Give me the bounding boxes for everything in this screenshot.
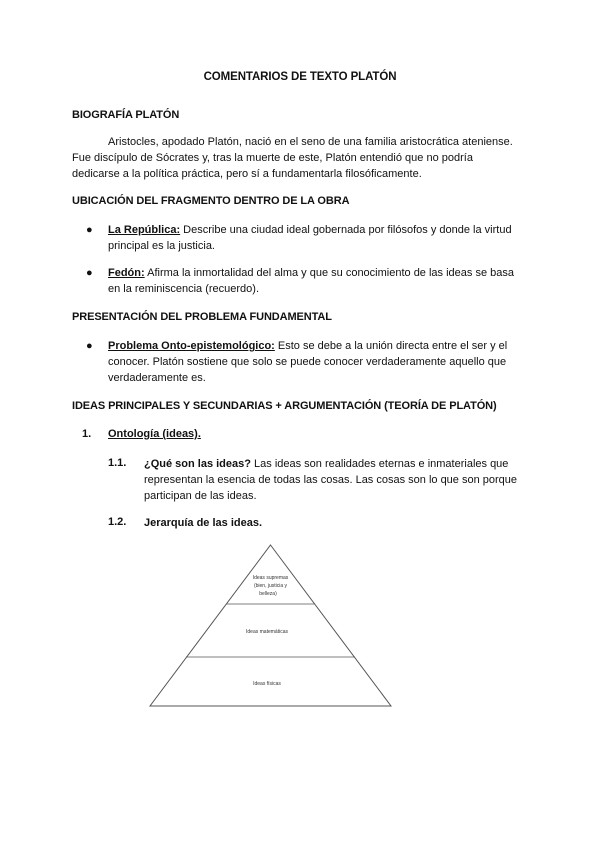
biography-paragraph [72,134,532,182]
problema-title: Problema Onto-epistemológico: [108,340,275,352]
subsection-1-1-body: Las ideas son realidades eternas e inmateriales que representan la esencia de todas las cosas. Las cosas son lo que son porque participan de las ideas. [144,458,518,502]
subsection-1-2-text [144,515,528,531]
pyramid-label-supreme-3: belleza) [259,591,277,597]
section-1-number: 1. [82,428,92,440]
fedon-title: Fedón: [108,267,145,279]
subsection-1-2-title: Jerarquía de las ideas. [144,517,263,529]
bullet-dot: ● [86,267,93,279]
location-heading: UBICACIÓN DEL FRAGMENTO DENTRO DE LA OBRA [72,195,350,207]
pyramid-label-mathematical: Ideas matemáticas [246,629,288,635]
subsection-1-1-title: ¿Qué son las ideas? [144,458,251,470]
bullet-dot: ● [86,340,93,352]
biography-heading: BIOGRAFÍA PLATÓN [72,109,180,121]
fedon-text: Afirma la inmortalidad del alma y que su conocimiento de las ideas se basa en la reminiscencia (recuerdo). [108,267,514,295]
pyramid-label-physical: Ideas físicas [253,681,281,687]
ideas-hierarchy-pyramid [148,543,393,708]
biography-line-2: Fue discípulo de Sócrates y, tras la muerte de este, Platón entendió que no podría [72,152,473,164]
document-title: COMENTARIOS DE TEXTO PLATÓN [203,71,397,83]
biography-line-1: Aristocles, apodado Platón, nació en el seno de una familia aristocrática ateniense. [108,136,513,148]
problema-text: Esto se debe a la unión directa entre el ser y el conocer. Platón sostiene que solo se puede conocer verdaderamente aquello que verdaderamente es. [108,340,508,384]
pyramid-label-supreme-2: (bien, justicia y [253,583,288,589]
biography-line-3: dedicarse a la política práctica, pero sí a fundamentarla filosóficamente. [72,168,422,180]
subsection-1-1-text [144,456,528,504]
subsection-1-2-number: 1.2. [108,516,127,528]
subsection-1-1-number: 1.1. [108,457,127,469]
problem-heading: PRESENTACIÓN DEL PROBLEMA FUNDAMENTAL [72,311,332,323]
pyramid-label-supreme-1: Ideas supremas [252,575,289,581]
section-1-label: Ontología (ideas). [108,428,201,440]
republica-title: La República: [108,224,181,236]
republica-text: Describe una ciudad ideal gobernada por filósofos y donde la virtud principal es la justicia. [108,224,512,252]
bullet-dot: ● [86,224,93,236]
ideas-heading: IDEAS PRINCIPALES Y SECUNDARIAS + ARGUMENTACIÓN (TEORÍA DE PLATÓN) [72,400,497,412]
